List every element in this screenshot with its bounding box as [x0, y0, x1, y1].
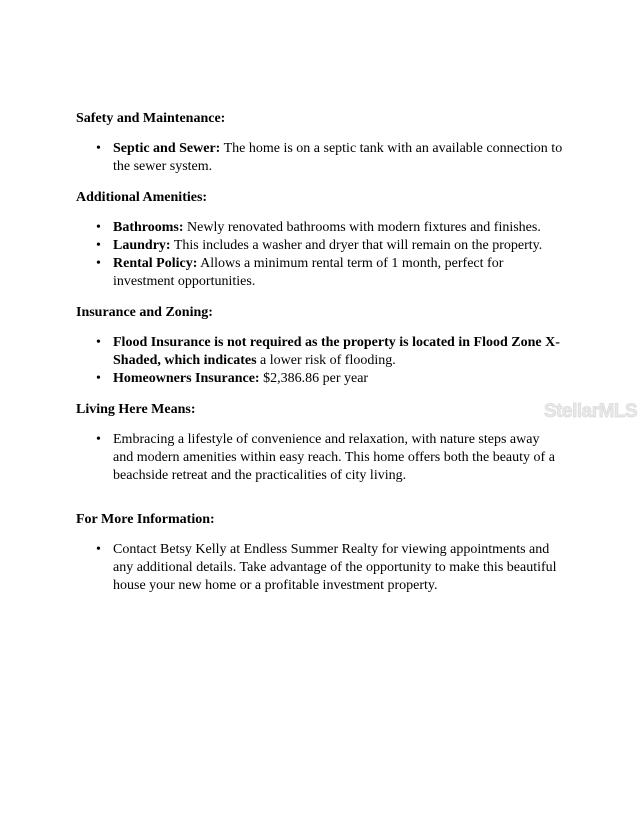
bullet-list — [76, 431, 563, 485]
bullet-text: Newly renovated bathrooms with modern fixtures and finishes. — [183, 220, 541, 235]
bullet-item — [76, 237, 563, 255]
document-section — [76, 110, 563, 176]
bullet-list — [76, 334, 563, 388]
bullet-item — [76, 334, 563, 370]
bullet-lead-bold: Homeowners Insurance: — [113, 371, 260, 386]
bullet-lead-bold: Septic and Sewer: — [113, 141, 221, 156]
bullet-text: The home is on a septic tank with an available connection to the sewer system. — [113, 141, 563, 174]
bullet-lead-bold: Bathrooms: — [113, 220, 184, 235]
bullet-item — [76, 219, 563, 237]
section-heading: For More Information: — [76, 512, 215, 527]
bullet-list — [76, 140, 563, 176]
bullet-item — [76, 431, 563, 485]
bullet-text: Contact Betsy Kelly at Endless Summer Realty for viewing appointments and any additional details. Take advantage of the opportunity to make this beautiful house your new home or a profitable investment property. — [113, 542, 557, 593]
section-heading: Additional Amenities: — [76, 190, 208, 205]
bullet-lead-bold: Rental Policy: — [113, 256, 198, 271]
section-heading: Insurance and Zoning: — [76, 305, 213, 320]
section-heading: Living Here Means: — [76, 402, 196, 417]
document-section — [76, 401, 563, 485]
bullet-lead-bold: Flood Insurance is not required as the property is located in Flood Zone X-Shaded, which indicates — [113, 335, 560, 368]
bullet-item — [76, 370, 563, 388]
bullet-text: a lower risk of flooding. — [256, 353, 396, 368]
bullet-text: Embracing a lifestyle of convenience and relaxation, with nature steps away and modern amenities within easy reach. This home offers both the beauty of a beachside retreat and the practicalities of city living. — [113, 432, 555, 483]
bullet-list — [76, 219, 563, 291]
document-section — [76, 189, 563, 291]
document-section — [76, 304, 563, 388]
bullet-text: $2,386.86 per year — [259, 371, 369, 386]
stellar-mls-watermark: StellarMLS — [544, 401, 638, 422]
bullet-list — [76, 541, 563, 595]
bullet-item — [76, 255, 563, 291]
bullet-text: This includes a washer and dryer that will remain on the property. — [170, 238, 543, 253]
bullet-item — [76, 140, 563, 176]
bullet-item — [76, 541, 563, 595]
bullet-lead-bold: Laundry: — [113, 238, 171, 253]
bullet-text: Allows a minimum rental term of 1 month, perfect for investment opportunities. — [113, 256, 504, 289]
section-heading: Safety and Maintenance: — [76, 111, 226, 126]
document-section — [76, 511, 563, 595]
